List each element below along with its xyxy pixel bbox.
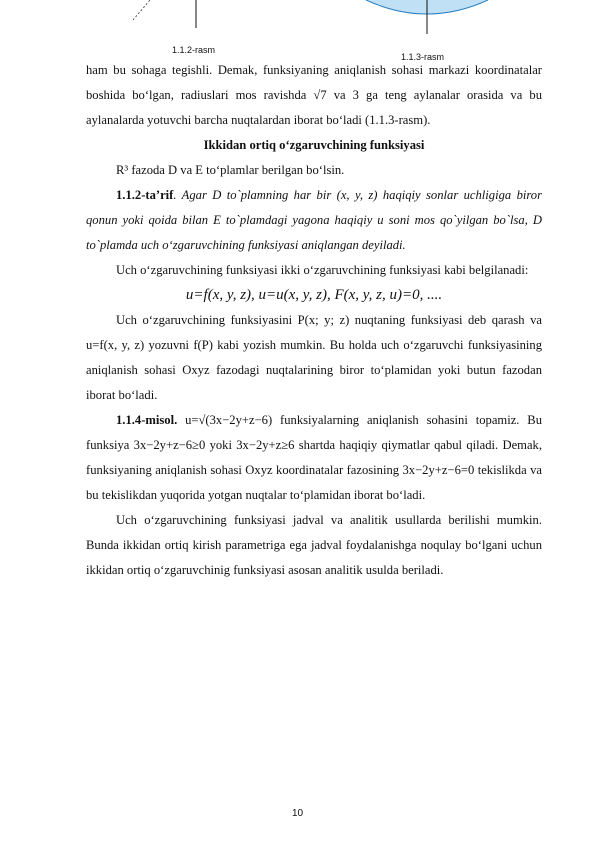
paragraph-intro: ham bu sohaga tegishli. Demak, funksiyaning aniqlanish sohasi markazi koordinatalar boshida bo‘lgan, radiuslari mos ravishda √7 va 3 ga teng aylanalar orasida va bu aylanalarda yotuvchi barcha nuqtalardan iborat bo‘ladi (1.1.3-rasm).	[86, 63, 542, 127]
paragraph-setup: R³ fazoda D va E to‘plamlar berilgan bo‘lsin.	[116, 163, 345, 177]
paragraph-methods: Uch o‘zgaruvchining funksiyasi jadval va analitik usullarda berilishi mumkin. Bunda ikkidan ortiq kirish parametriga ega jadval foydalanishga noqulay bo‘lgani uchun ikkidan ortiq o‘zgaruvchinig funksiyasi asosan analitik usulda beriladi.	[86, 513, 542, 577]
page-number: 10	[291, 808, 304, 819]
paragraph-point-function: Uch o‘zgaruvchining funksiyasini P(x; y; z) nuqtaning funksiyasi deb qarash va u=f(x, y, z) yozuvni f(P) kabi yozish mumkin. Bu holda uch o‘zgaruvchi funksiyasining aniqlanish sohasi Oxyz fazodagi nuqtalarining biror to‘plamidan yoki butun fazodan iborat bo‘ladi.	[86, 313, 542, 402]
page-content	[86, 52, 542, 583]
definition-block	[86, 183, 542, 258]
example-block	[86, 408, 542, 508]
dashed-line	[133, 0, 150, 20]
section-heading: Ikkidan ortiq o‘zgaruvchining funksiyasi	[203, 138, 425, 152]
paragraph-notation: Uch o‘zgaruvchining funksiyasi ikki o‘zgaruvchining funksiyasi kabi belgilanadi:	[116, 263, 529, 277]
figure-caption-left: 1.1.2-rasm	[172, 45, 216, 55]
formula-notation: u=f(x, y, z), u=u(x, y, z), F(x, y, z, u)=0, ....	[185, 287, 443, 303]
example-text: u=√(3x−2y+z−6) funksiyalarning aniqlanish sohasini topamiz. Bu funksiya 3x−2y+z−6≥0 yoki 3x−2y+z≥6 shartda haqiqiy qiymatlar qabul qiladi. Demak, funksiyaning aniqlanish sohasi Oxyz koordinatalar fazosining 3x−2y+z−6=0 tekislikda va bu tekislikdan yuqorida yotgan nuqtalar to‘plamidan iborat bo‘ladi.	[86, 413, 542, 502]
definition-text: . Agar D to`plamning har bir (x, y, z) haqiqiy sonlar uchligiga biror qonun yoki qoida bilan E to`plamdagi yagona haqiqiy u soni mos qo`yilgan bo`lsa, D to`plamda uch o‘zgaruvchining funksiyasi aniqlangan deyiladi.	[86, 188, 542, 252]
figure-caption-right: 1.1.3-rasm	[401, 52, 445, 62]
definition-label: 1.1.2-ta’rif	[116, 188, 174, 202]
figure-fragments	[0, 0, 595, 60]
example-label: 1.1.4-misol.	[116, 413, 178, 427]
